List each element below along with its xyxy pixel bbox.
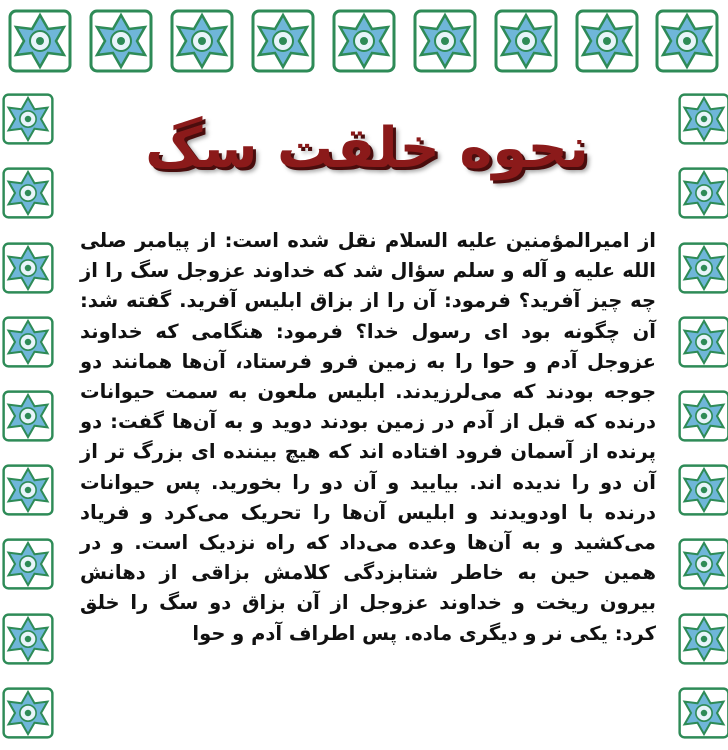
left-border [0,82,56,750]
ornament-icon [170,9,234,73]
ornament-icon [2,242,54,294]
ornament-icon [678,316,728,368]
ornament-icon [678,167,728,219]
top-border [0,0,728,82]
ornament-icon [678,464,728,516]
ornament-icon [678,613,728,665]
ornament-icon [678,93,728,145]
ornament-icon [678,390,728,442]
ornament-icon [251,9,315,73]
ornament-icon [2,316,54,368]
ornament-icon [2,167,54,219]
ornament-icon [678,687,728,739]
ornament-icon [2,464,54,516]
ornament-icon [2,93,54,145]
ornament-icon [2,613,54,665]
ornament-icon [575,9,639,73]
ornament-icon [2,538,54,590]
right-border [680,82,728,750]
ornament-icon [8,9,72,73]
ornament-icon [332,9,396,73]
content-panel [58,86,676,750]
ornament-icon [413,9,477,73]
ornament-icon [2,687,54,739]
ornament-icon [2,390,54,442]
body-paragraph: از امیرالمؤمنین علیه السلام نقل شده است: از پیامبر صلی الله علیه و آله و سلم سؤال شد که خداوند عزوجل سگ را از چه چیز آفرید؟ فرمود: آن را از بزاق ابلیس آفرید. گفته شد: آن چگونه بود ای رسول خدا؟ فرمود: هنگامی که خداوند عزوجل آدم و حوا را به زمین فرو فرستاد، آن‌ها همانند دو جوجه بودند که می‌لرزیدند. ابلیس ملعون به سمت حیوانات درنده که قبل از آدم در زمین بودند دوید و به آن‌ها گفت: دو پرنده از آسمان فرود افتاده اند که هیچ بیننده ای بزرگ تر از آن دو را ندیده اند. بیایید و آن دو را بخورید. پس حیوانات درنده با اودویدند و ابلیس آن‌ها را تحریک می‌کرد و فریاد می‌کشید و به آن‌ها وعده می‌داد که راه نزدیک است. و در همین حین به خاطر شتابزدگی کلامش بزاقی از دهانش بیرون ریخت و خداوند عزوجل از آن بزاق دو سگ را خلق کرد: یکی نر و دیگری ماده. پس اطراف آدم و حوا [80,229,656,645]
page-title: نحوه خلقت سگ [145,116,589,181]
ornament-icon [89,9,153,73]
ornament-icon [655,9,719,73]
ornament-icon [678,242,728,294]
ornament-icon [494,9,558,73]
ornament-icon [678,538,728,590]
